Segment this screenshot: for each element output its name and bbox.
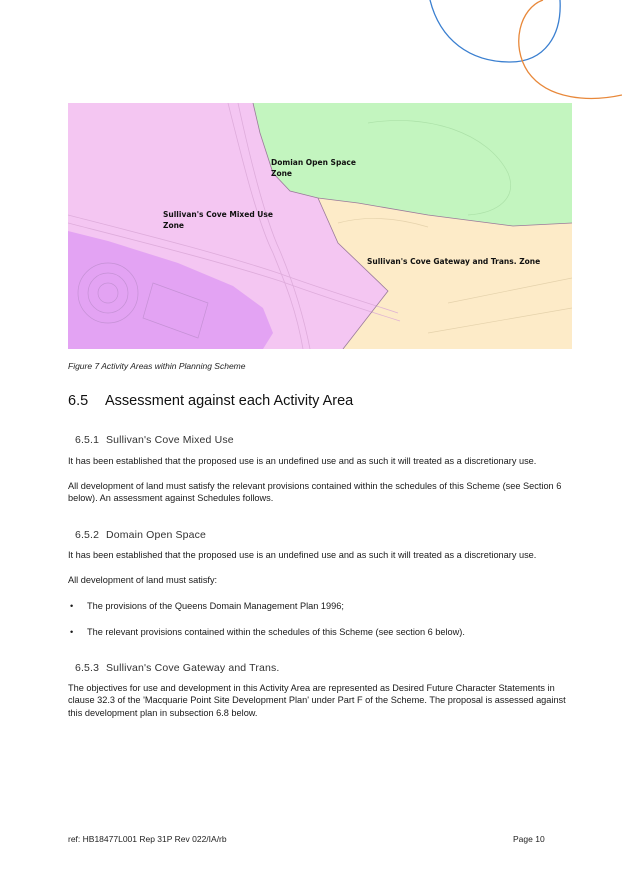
paragraph: The objectives for use and development in this Activity Area are represented as Desired Future Character Statements in clause 32.3 of the 'Macquarie Point Site Development Plan' under Part F of the Scheme. The proposal is assessed against this development plan in subsection 6.8 below. — [68, 683, 566, 718]
map-label-gateway: Sullivan's Cove Gateway and Trans. Zone — [367, 257, 541, 266]
bullet-text: The relevant provisions contained within the schedules of this Scheme (see section 6 below). — [87, 627, 465, 637]
section-title: Assessment against each Activity Area — [105, 393, 354, 409]
paragraph: All development of land must satisfy: — [68, 575, 218, 585]
subsection-heading-domain-open-space — [75, 529, 206, 541]
subsection-number: 6.5.3 — [75, 662, 100, 674]
bullet-dot: • — [70, 601, 74, 611]
paragraph: All development of land must satisfy the relevant provisions contained within the schedules of this Scheme (see Section 6 below). An assessment against Schedules follows. — [68, 481, 562, 504]
bullet-dot: • — [70, 627, 74, 637]
map-label-domain-open-space — [271, 157, 356, 179]
subsection-title: Sullivan's Cove Gateway and Trans. — [106, 662, 280, 674]
subsection-title: Domain Open Space — [106, 529, 207, 541]
bullet-text: The provisions of the Queens Domain Management Plan 1996; — [87, 601, 344, 611]
section-heading — [68, 393, 353, 409]
subsection-heading-mixed-use — [75, 434, 234, 446]
paragraph: It has been established that the proposed use is an undefined use and as such it will treated as a discretionary use. — [68, 456, 537, 466]
footer-page-number: Page 10 — [513, 834, 545, 844]
map-label-mixed-line2: Zone — [163, 221, 185, 230]
map-label-domain-line1: Domian Open Space — [271, 158, 356, 167]
footer-reference: ref: HB18477L001 Rep 31P Rev 022/IA/rb — [68, 834, 227, 844]
decorative-corner-curves — [0, 0, 622, 120]
zone-map-graphic — [68, 103, 572, 349]
map-label-mixed-use — [163, 209, 273, 231]
figure-caption: Figure 7 Activity Areas within Planning Scheme — [68, 361, 246, 371]
subsection-heading-gateway — [75, 662, 279, 674]
subsection-number: 6.5.1 — [75, 434, 100, 446]
section-number: 6.5 — [68, 393, 89, 409]
subsection-number: 6.5.2 — [75, 529, 100, 541]
activity-areas-map — [68, 103, 572, 349]
paragraph: It has been established that the proposed use is an undefined use and as such it will treated as a discretionary use. — [68, 550, 537, 560]
map-label-domain-line2: Zone — [271, 169, 293, 178]
subsection-title: Sullivan's Cove Mixed Use — [106, 434, 234, 446]
map-label-mixed-line1: Sullivan's Cove Mixed Use — [163, 210, 273, 219]
